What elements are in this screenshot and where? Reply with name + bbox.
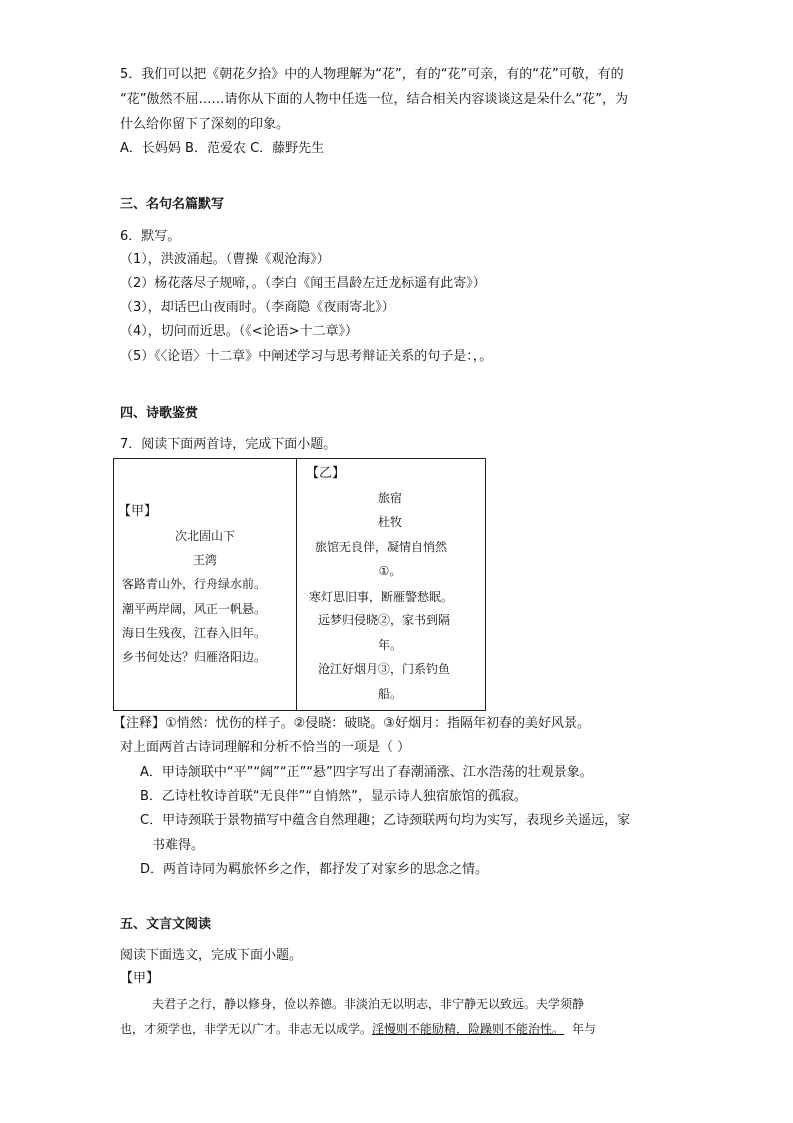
poem-b-line: 旅馆无良伴，凝情自悄然 (315, 540, 448, 554)
poem-a-title: 次北固山下 (174, 529, 235, 543)
choice-b: B．乙诗杜牧诗首联“无良伴”“自悄然”，显示诗人独宿旅馆的孤寂。 (140, 789, 527, 804)
passage-line (120, 1020, 596, 1038)
section4-title: 四、诗歌鉴赏 (120, 406, 199, 421)
q6-item-5: （5）《〈论语〉十二章》中阐述学习与思考辩证关系的句子是：，。 (120, 349, 493, 364)
choice-d: D．两首诗同为羁旅怀乡之作，都抒发了对家乡的思念之情。 (140, 862, 489, 877)
q7-question: 对上面两首古诗词理解和分析不恰当的一项是（ ） (120, 740, 411, 755)
poem-a-line: 乡书何处达？归雁洛阳边。 (122, 650, 267, 664)
poem-table-divider (296, 458, 297, 711)
passage-text: 也，才须学也，非学无以广才。非志无以成学。 (120, 1022, 373, 1036)
section5-intro: 阅读下面选文，完成下面小题。 (120, 948, 303, 963)
section5-title: 五、文言文阅读 (120, 917, 212, 932)
choice-c: C．甲诗颈联于景物描写中蕴含自然理趣；乙诗颈联两句均为实写，表现乡关遥远，家 (140, 813, 631, 828)
q6-item-1: （1），洪波涌起。（曹操《观沧海》） (120, 252, 330, 267)
poem-a-author: 王湾 (192, 553, 217, 567)
poem-b-line: ①。 (378, 564, 402, 578)
poem-notes: 【注释】①悄然：忧伤的样子。②侵晓：破晓。③好烟月：指隔年初春的美好风景。 (113, 716, 590, 731)
poem-b-line: 寒灯思旧事，断雁警愁眠。 (309, 590, 454, 604)
q6-item-2: （2）杨花落尽子规啼，。（李白《闻王昌龄左迁龙标遥有此寄》） (120, 276, 486, 291)
poem-b-line: 船。 (377, 687, 402, 701)
q5-options: A．长妈妈 B．范爱农 C．藤野先生 (120, 141, 325, 156)
poem-b-label: 【乙】 (306, 466, 346, 481)
choice-a: A．甲诗颔联中“平”“阔”“正”“悬”四字写出了春潮涌涨、江水浩荡的壮观景象。 (140, 765, 593, 780)
q6-item-4: （4），切问而近思。（《<论语>十二章》） (120, 324, 359, 339)
poem-b-title: 旅宿 (377, 491, 402, 505)
poem-b-line: 远梦归侵晓②，家书到隔 (318, 613, 451, 627)
poem-b-author: 杜牧 (377, 515, 402, 529)
q5-line1: 5．我们可以把《朝花夕拾》中的人物理解为“花”，有的“花”可亲，有的“花”可敬，有的 (120, 67, 624, 82)
choice-c-cont: 书难得。 (152, 838, 205, 853)
passage-underlined: 淫慢则不能励精，险躁则不能治性。 (372, 1022, 565, 1036)
q6-prompt: 6．默写。 (120, 229, 181, 244)
poem-b-line: 年。 (377, 638, 402, 652)
poem-a-line: 海日生残夜，江春入旧年。 (122, 626, 267, 640)
poem-b-line: 沧江好烟月③，门系钓鱼 (318, 662, 451, 676)
q7-prompt: 7．阅读下面两首诗，完成下面小题。 (120, 437, 337, 452)
poem-a-line: 客路青山外，行舟绿水前。 (122, 577, 267, 591)
q5-line2: “花”傲然不屈……请你从下面的人物中任选一位，结合相关内容谈谈这是朵什么“花”，为 (120, 92, 628, 107)
q5-line3: 什么给你留下了深刻的印象。 (120, 117, 290, 132)
passage-a-label: 【甲】 (120, 971, 160, 986)
passage-text: 年与 (572, 1022, 597, 1036)
section3-title: 三、名句名篇默写 (120, 197, 225, 212)
passage-line: 夫君子之行，静以修身，俭以养德。非淡泊无以明志，非宁静无以致远。夫学须静 (152, 997, 585, 1011)
poem-a-line: 潮平两岸阔，风正一帆悬。 (122, 602, 267, 616)
poem-a-label: 【甲】 (118, 504, 158, 519)
q6-item-3: （3），却话巴山夜雨时。（李商隐《夜雨寄北》） (120, 300, 395, 315)
